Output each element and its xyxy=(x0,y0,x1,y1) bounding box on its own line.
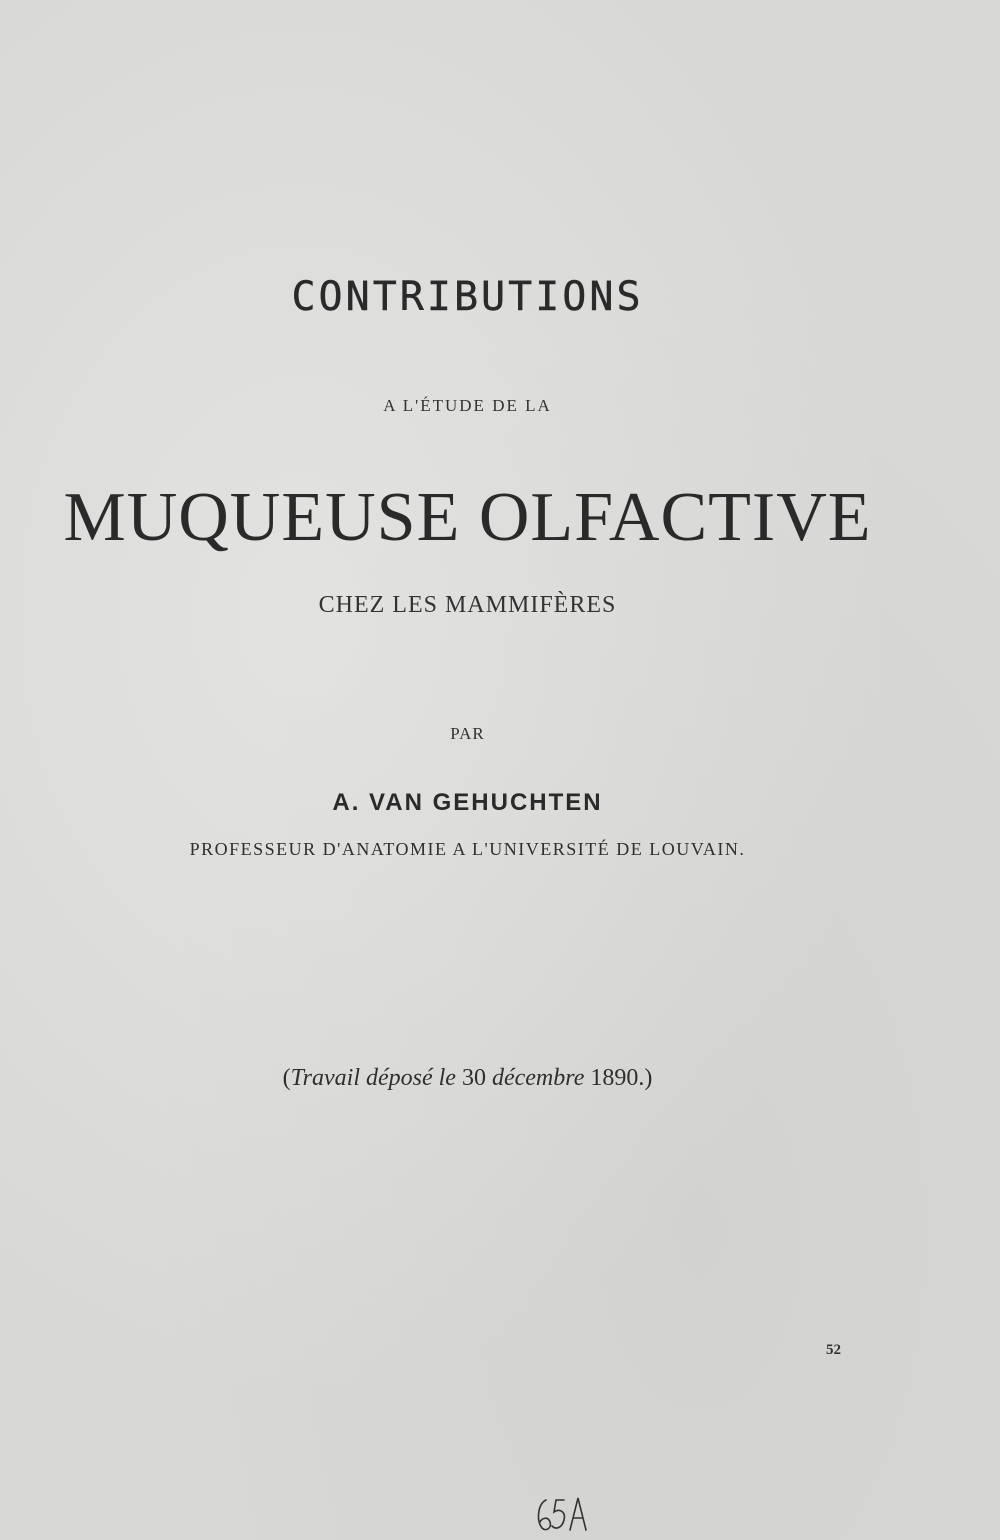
deposit-italic-1: Travail déposé le xyxy=(290,1065,456,1091)
title-subline: CHEZ LES MAMMIFÈRES xyxy=(318,592,617,618)
author-affiliation: PROFESSEUR D'ANATOMIE A L'UNIVERSITÉ DE LOUVAIN. xyxy=(189,839,746,859)
deposit-open: ( xyxy=(282,1065,291,1091)
main-title: MUQUEUSE OLFACTIVE xyxy=(63,479,872,556)
heading-contributions: CONTRIBUTIONS xyxy=(291,274,644,320)
author-name: A. VAN GEHUCHTEN xyxy=(332,789,603,816)
deposit-year: 1890.) xyxy=(584,1065,653,1091)
deposit-date-num: 30 xyxy=(455,1065,492,1091)
handwritten-shelfmark xyxy=(532,1490,592,1538)
deposit-note xyxy=(0,1065,935,1092)
page-number: 52 xyxy=(826,1342,841,1358)
subheading: A L'ÉTUDE DE LA xyxy=(383,396,552,415)
by-label: PAR xyxy=(450,724,485,743)
deposit-italic-2: décembre xyxy=(491,1065,585,1091)
